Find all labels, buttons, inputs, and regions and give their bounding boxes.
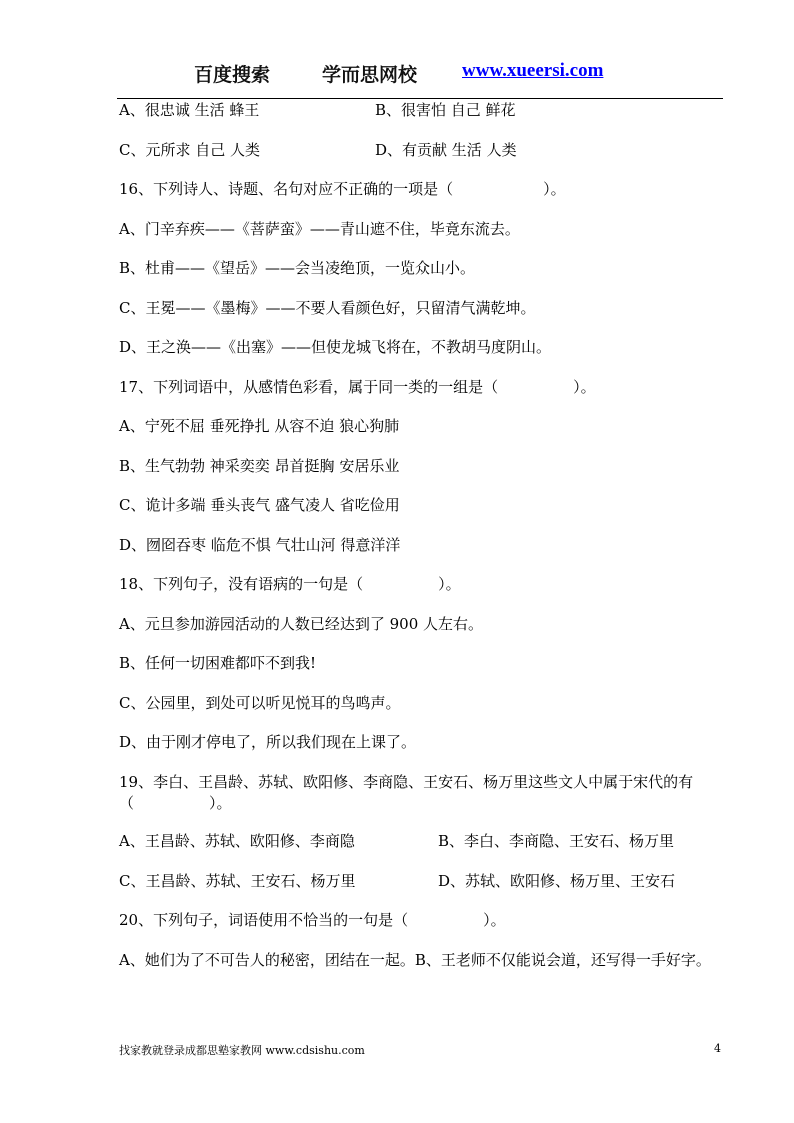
q19-stem-continued: （ ）。 <box>119 794 232 812</box>
q17-option-a: A、宁死不屈 垂死挣扎 从容不迫 狼心狗肺 <box>119 417 400 435</box>
q19-option-d: D、苏轼、欧阳修、杨万里、王安石 <box>438 872 676 890</box>
q15-option-a: A、很忠诚 生活 蜂王 <box>119 101 260 119</box>
q17-option-d: D、囫囵吞枣 临危不惧 气壮山河 得意洋洋 <box>119 536 401 554</box>
q16-option-d: D、王之涣——《出塞》——但使龙城飞将在，不教胡马度阴山。 <box>119 338 552 356</box>
header-url-link[interactable]: www.xueersi.com <box>462 60 604 81</box>
q16-option-a: A、门辛弃疾——《菩萨蛮》——青山遮不住，毕竟东流去。 <box>119 220 520 238</box>
q18-option-c: C、公园里，到处可以听见悦耳的鸟鸣声。 <box>119 694 401 712</box>
q19-option-a: A、王昌龄、苏轼、欧阳修、李商隐 <box>119 832 355 850</box>
q20-stem: 20、下列句子，词语使用不恰当的一句是（ ）。 <box>119 911 506 929</box>
q18-option-a: A、元旦参加游园活动的人数已经达到了 900 人左右。 <box>119 615 484 633</box>
q17-option-b: B、生气勃勃 神采奕奕 昂首挺胸 安居乐业 <box>119 457 400 475</box>
q16-option-c: C、王冕——《墨梅》——不要人看颜色好，只留清气满乾坤。 <box>119 299 536 317</box>
header-divider <box>117 98 723 99</box>
q19-option-b: B、李白、李商隐、王安石、杨万里 <box>438 832 675 850</box>
header-search-text: 百度搜索 <box>194 64 271 86</box>
q16-stem: 16、下列诗人、诗题、名句对应不正确的一项是（ ）。 <box>119 180 566 198</box>
q15-option-c: C、元所求 自己 人类 <box>119 141 261 159</box>
q18-stem: 18、下列句子，没有语病的一句是（ ）。 <box>119 575 461 593</box>
q17-option-c: C、诡计多端 垂头丧气 盛气凌人 省吃俭用 <box>119 496 400 514</box>
q18-option-d: D、由于刚才停电了，所以我们现在上课了。 <box>119 733 417 751</box>
q15-option-d: D、有贡献 生活 人类 <box>375 141 517 159</box>
footer-text: 找家教就登录成都思塾家教网 www.cdsishu.com <box>119 1044 365 1057</box>
q15-option-b: B、很害怕 自己 鲜花 <box>375 101 516 119</box>
q18-option-b: B、任何一切困难都吓不到我! <box>119 654 317 672</box>
q19-stem: 19、李白、王昌龄、苏轼、欧阳修、李商隐、王安石、杨万里这些文人中属于宋代的有 <box>119 773 694 791</box>
page-number: 4 <box>714 1042 721 1055</box>
header-school-text: 学而思网校 <box>322 64 418 86</box>
q20-options-ab: A、她们为了不可告人的秘密，团结在一起。B、王老师不仅能说会道，还写得一手好字。 <box>119 951 711 969</box>
q16-option-b: B、杜甫——《望岳》——会当凌绝顶，一览众山小。 <box>119 259 476 277</box>
q17-stem: 17、下列词语中，从感情色彩看，属于同一类的一组是（ ）。 <box>119 378 596 396</box>
q19-option-c: C、王昌龄、苏轼、王安石、杨万里 <box>119 872 356 890</box>
